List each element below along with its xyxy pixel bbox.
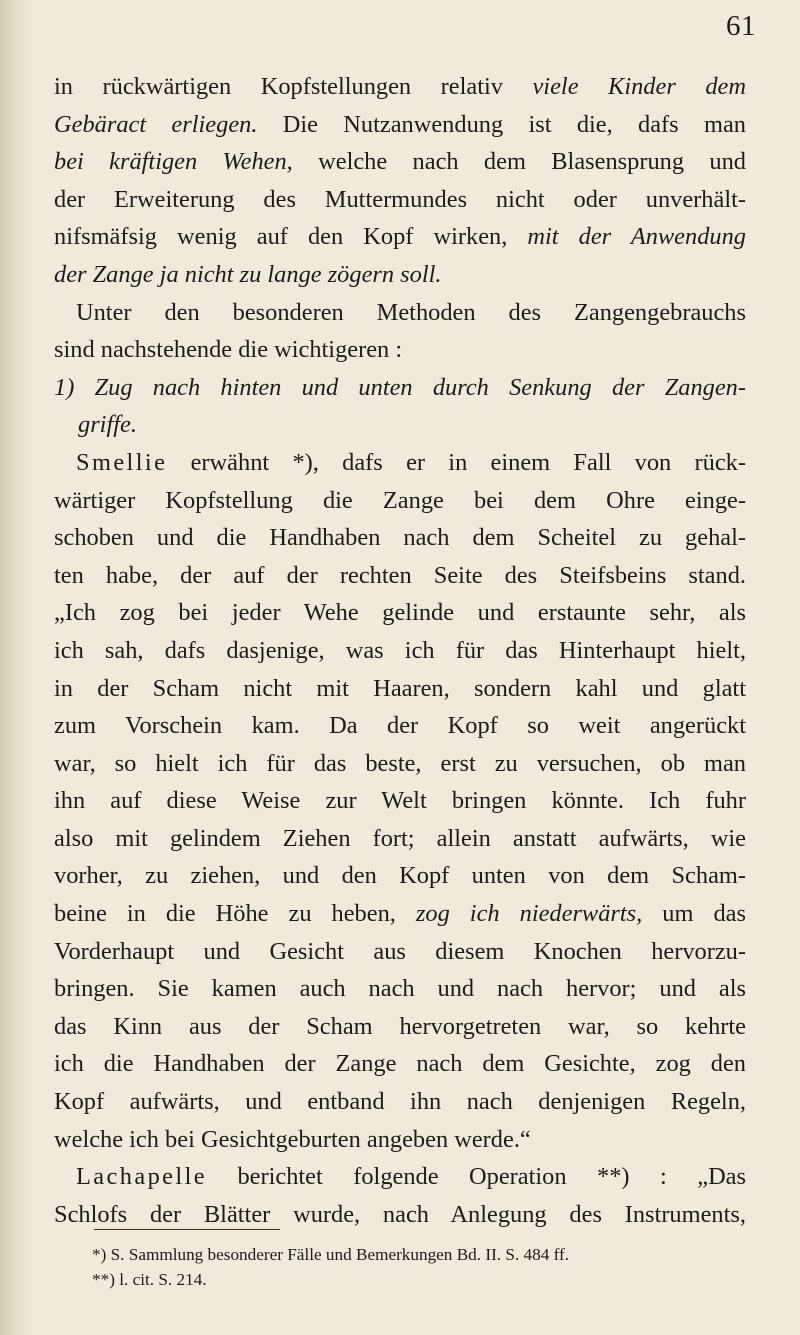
text-line: Schlofs der Blätter wurde, nach Anlegung des Instruments,	[54, 1200, 746, 1228]
text-line: in rückwärtigen Kopfstellungen relativ viele Kinder dem	[54, 73, 746, 100]
footnote-text: l. cit. S. 214.	[114, 1270, 207, 1289]
text-line: ich die Handhaben der Zange nach dem Gesichte, zog den	[54, 1050, 746, 1078]
emphasis: Gebäract erliegen.	[54, 110, 258, 138]
text-line: ten habe, der auf der rechten Seite des Steifsbeins stand.	[54, 561, 746, 589]
footnote-mark: *)	[92, 1245, 107, 1264]
text-line: in der Scham nicht mit Haaren, sondern kahl und glatt	[54, 674, 746, 702]
section-heading	[54, 369, 746, 407]
text-line: Unter den besonderen Methoden des Zangengebrauchs	[76, 298, 746, 326]
emphasis: mit der Anwendung	[527, 223, 746, 251]
author-name: Smellie	[76, 448, 168, 476]
text-line: nifsmäfsig wenig auf den Kopf wirken, mit der Anwendung	[54, 223, 746, 251]
text-line: bringen. Sie kamen auch nach und nach hervor; und als	[54, 975, 746, 1003]
body-text	[54, 68, 746, 1233]
text-line: war, so hielt ich für das beste, erst zu versuchen, ob man	[54, 749, 746, 777]
text-line: welche ich bei Gesichtgeburten angeben werde.“	[54, 1125, 531, 1153]
emphasis: der Zange ja nicht zu lange zögern soll.	[54, 260, 442, 288]
text-line: ich sah, dafs dasjenige, was ich für das Hinterhaupt hielt,	[54, 636, 746, 664]
footnotes	[92, 1242, 569, 1292]
text-line: sind nachstehende die wichtigeren :	[54, 336, 403, 364]
footnote	[92, 1267, 569, 1292]
footnote-text: S. Sammlung besonderer Fälle und Bemerkungen Bd. II. S. 484 ff.	[106, 1245, 570, 1264]
author-name: Lachapelle	[76, 1163, 207, 1191]
text-line: das Kinn aus der Scham hervorgetreten war, so kehrte	[54, 1012, 746, 1040]
emphasis: bei kräftigen Wehen,	[54, 148, 293, 176]
text-line: ihn auf diese Weise zur Welt bringen könnte. Ich fuhr	[54, 787, 746, 815]
section-number: 1)	[54, 373, 75, 401]
footnote-separator	[94, 1229, 280, 1230]
emphasis: viele Kinder dem	[532, 73, 746, 100]
text-line: beine in die Höhe zu heben, zog ich niederwärts, um das	[54, 900, 746, 928]
text-line: Kopf aufwärts, und entband ihn nach denjenigen Regeln,	[54, 1088, 746, 1116]
text-line: vorher, zu ziehen, und den Kopf unten von dem Scham-	[54, 862, 746, 890]
section-heading-continuation: griffe.	[78, 411, 137, 439]
text-line: also mit gelindem Ziehen fort; allein anstatt aufwärts, wie	[54, 824, 746, 852]
text-line: Gebäract erliegen. Die Nutzanwendung ist die, dafs man	[54, 110, 746, 138]
text-line	[54, 256, 746, 294]
text-line: „Ich zog bei jeder Wehe gelinde und erstaunte sehr, als	[54, 599, 746, 627]
text-line: bei kräftigen Wehen, welche nach dem Blasensprung und	[54, 148, 746, 176]
footnote-mark: **)	[92, 1270, 115, 1289]
section-title: Zug nach hinten und unten durch Senkung der Zangen-	[74, 373, 746, 401]
text-line: wärtiger Kopfstellung die Zange bei dem Ohre einge-	[54, 486, 746, 514]
text-line: Vorderhaupt und Gesicht aus diesem Knochen hervorzu-	[54, 937, 746, 965]
page-number: 61	[726, 10, 756, 42]
text-line: Smellie erwähnt *), dafs er in einem Fall von rück-	[76, 448, 746, 476]
text-line: zum Vorschein kam. Da der Kopf so weit angerückt	[54, 712, 746, 740]
emphasis: zog ich niederwärts,	[415, 900, 643, 928]
text-line: schoben und die Handhaben nach dem Scheitel zu gehal-	[54, 524, 746, 552]
text-line: der Erweiterung des Muttermundes nicht oder unverhält-	[54, 185, 746, 213]
footnote	[92, 1242, 569, 1267]
page-binding-shadow	[0, 0, 34, 1335]
text-line: Lachapelle berichtet folgende Operation **) : „Das	[76, 1163, 746, 1191]
